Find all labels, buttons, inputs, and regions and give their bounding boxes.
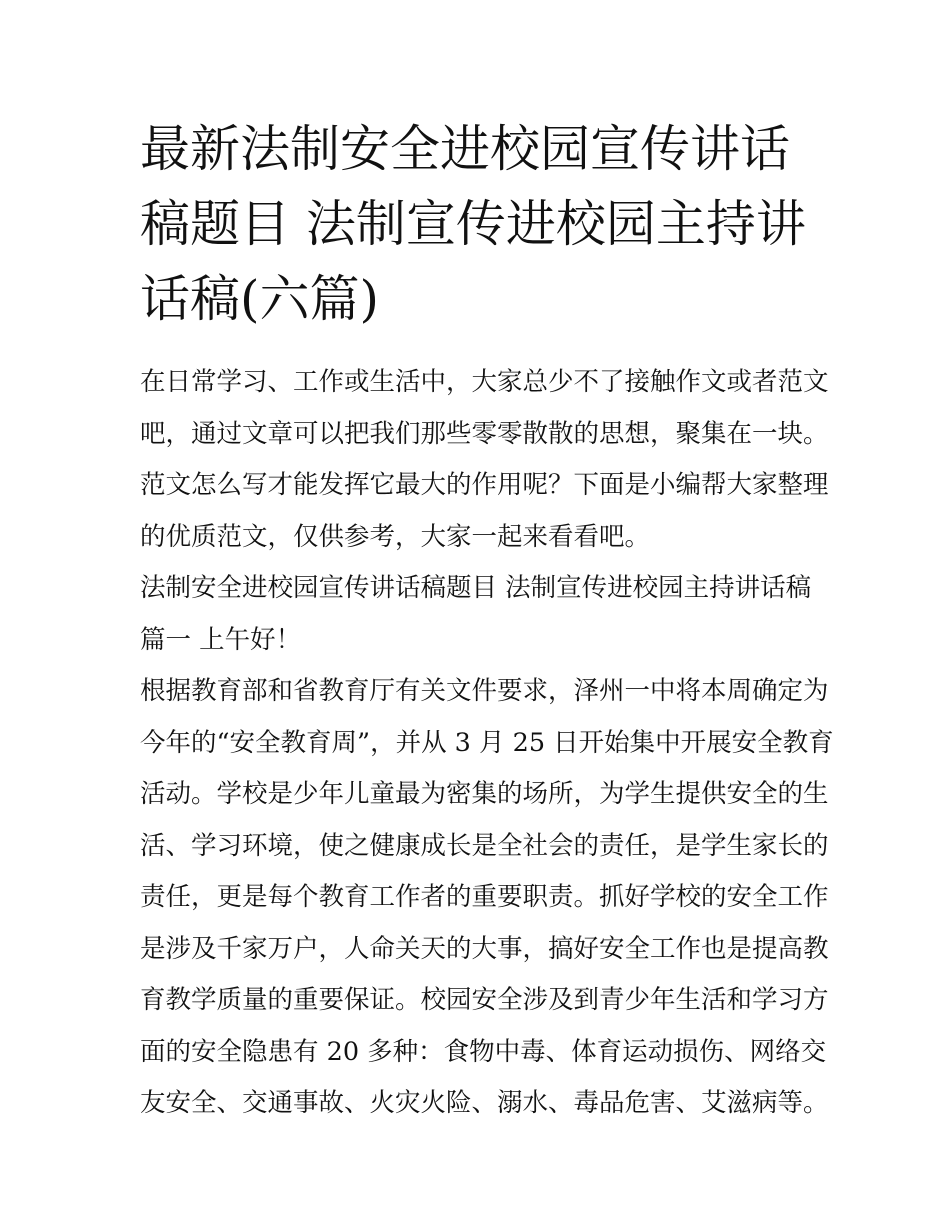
speech-paragraph-line: 育教学质量的重要保证。校园安全涉及到青少年生活和学习方 [140,985,829,1015]
speech-paragraph-line: 根据教育部和省教育厅有关文件要求，泽州一中将本周确定为 [140,676,829,706]
intro-paragraph-line: 在日常学习、工作或生活中，大家总少不了接触作文或者范文 [140,367,829,397]
document-body [140,357,834,1130]
section-heading-line: 法制安全进校园宣传讲话稿题目 法制宣传进校园主持讲话稿 [140,573,812,603]
section-heading-line: 篇一 上午好！ [140,624,302,655]
title-line: 稿题目 法制宣传进校园主持讲 [140,195,806,253]
speech-paragraph-line: 活动。学校是少年儿童最为密集的场所，为学生提供安全的生 [140,779,829,809]
title-line: 话稿(六篇) [140,270,380,328]
intro-paragraph-line: 吧，通过文章可以把我们那些零零散散的思想，聚集在一块。 [140,418,829,449]
intro-paragraph-line: 范文怎么写才能发挥它最大的作用呢？下面是小编帮大家整理 [140,470,829,500]
intro-paragraph-line: 的优质范文，仅供参考，大家一起来看看吧。 [140,521,651,552]
speech-paragraph-line: 是涉及千家万户，人命关天的大事，搞好安全工作也是提高教 [140,933,829,964]
speech-paragraph-line: 友安全、交通事故、火灾火险、溺水、毒品危害、艾滋病等。 [140,1088,829,1118]
document-title [140,112,820,337]
speech-paragraph-line: 责任，更是每个教育工作者的重要职责。抓好学校的安全工作 [140,882,829,912]
speech-paragraph-line: 面的安全隐患有 20 多种：食物中毒、体育运动损伤、网络交 [140,1036,827,1067]
speech-paragraph-line: 活、学习环境，使之健康成长是全社会的责任，是学生家长的 [140,830,829,861]
title-line: 最新法制安全进校园宣传讲话 [140,120,790,178]
speech-paragraph-line: 今年的“安全教育周”，并从 3 月 25 日开始集中开展安全教育 [140,727,834,758]
